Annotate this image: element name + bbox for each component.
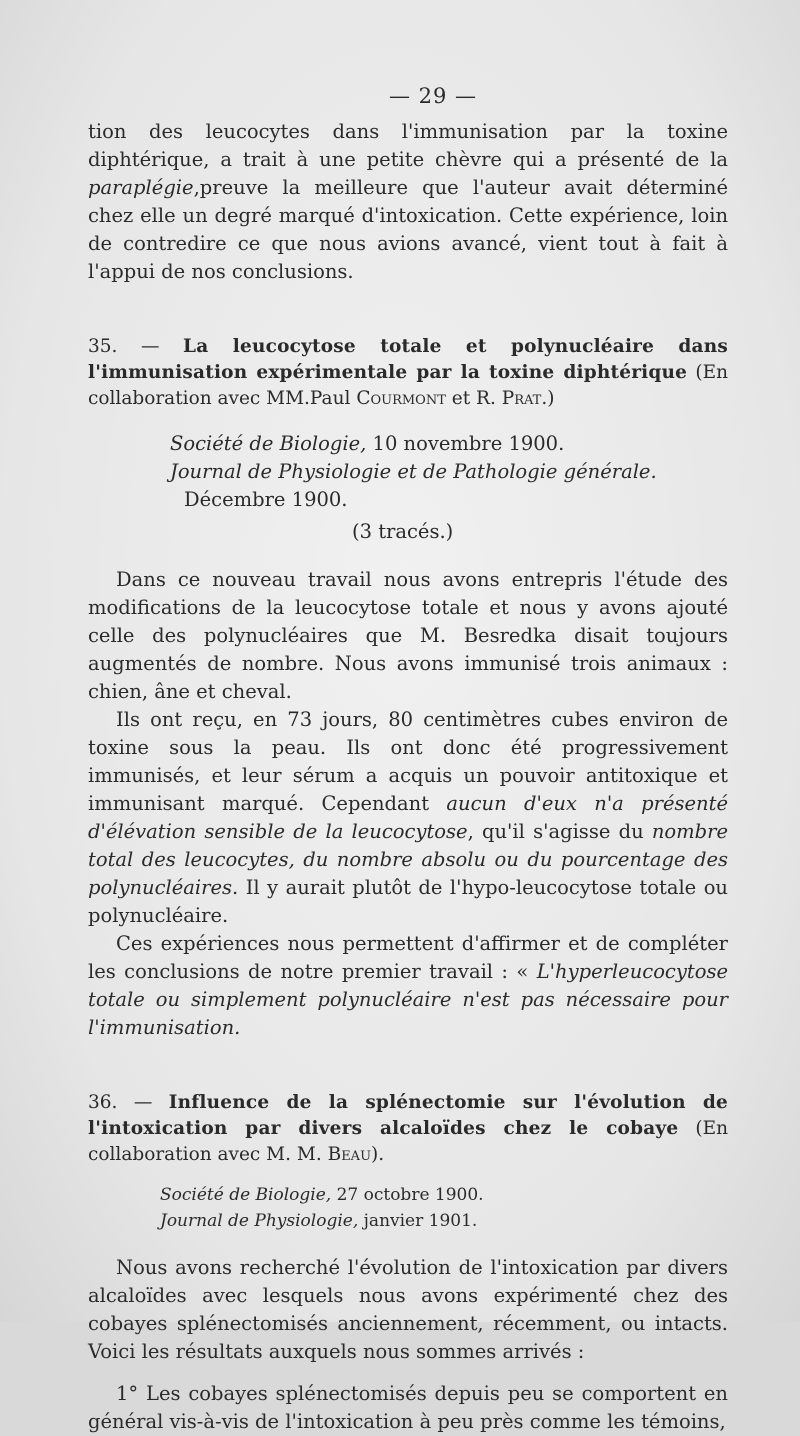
entry-36-number: 36. —: [88, 1092, 153, 1113]
entry-35-author-2: Prat: [501, 388, 542, 409]
intro-paragraph: [88, 118, 728, 286]
entry-35-ref-2-date: Décembre 1900.: [184, 488, 348, 511]
entry-35-p2-emphasis-1: aucun d'eux n'a présenté d'élévation sensible de la leucocytose: [88, 792, 728, 843]
entry-36-paragraph-2: 1° Les cobayes splénectomisés depuis peu se comportent en général vis-à-vis de l'intoxication à peu près comme les témoins,: [88, 1382, 728, 1433]
entry-36-title: Influence de la splénectomie sur l'évolution de l'intoxication par divers alcaloïdes chez le cobaye: [88, 1092, 728, 1139]
entry-35-ref-2-journal: Journal de Physiologie et de Pathologie générale.: [170, 460, 657, 483]
entry-36-author-1: Beau: [327, 1144, 372, 1165]
page-number: — 29 —: [388, 84, 478, 108]
entry-36-ref-1-date: 27 octobre 1900.: [336, 1185, 484, 1205]
entry-35-ref-1: [170, 430, 728, 458]
entry-35-ref-1-journal: Société de Biologie,: [170, 432, 367, 455]
entry-36-paragraph-1: Nous avons recherché l'évolution de l'intoxication par divers alcaloïdes avec lesquels nous avons expérimenté chez des cobayes splénectomisés anciennement, récemment, ou intacts. Voici les résultats auxquels nous sommes arrivés :: [88, 1256, 728, 1363]
entry-35-p3-emphasis: L'hyperleucocytose totale ou simplement polynucléaire n'est pas nécessaire pour l'immunisation.: [88, 960, 728, 1039]
entry-35-heading: [88, 334, 728, 412]
entry-35-p2-text-1: Ils ont reçu, en 73 jours, 80 centimètres cubes environ de toxine sous la peau. Ils ont donc été progressivement immunisés, et leur sérum a acquis un pouvoir antitoxique et immunisant marqué. Cependant: [88, 708, 728, 815]
intro-emphasis: paraplégie: [88, 176, 194, 199]
entry-35-p2-text-2: , qu'il s'agisse du: [467, 820, 652, 843]
entry-36-ref-2: [160, 1208, 728, 1234]
entry-35-author-1: Courmont: [356, 388, 446, 409]
entry-35-collab-prefix: (En collaboration avec MM.Paul: [88, 362, 728, 409]
entry-35-p2-emphasis-2: nombre total des leucocytes, du nombre absolu ou du pourcentage des polynucléaires: [88, 820, 728, 899]
entry-36-ref-2-journal: Journal de Physiologie,: [160, 1211, 359, 1231]
intro-text-1: tion des leucocytes dans l'immunisation par la toxine diphtérique, a trait à une petite chèvre qui a présenté de la: [88, 120, 728, 171]
entry-35-close: .): [541, 388, 555, 409]
entry-36-ref-1-journal: Société de Biologie,: [160, 1185, 332, 1205]
entry-35-ref-2: [170, 458, 728, 486]
entry-36-references: [160, 1182, 728, 1234]
intro-text-2: ,preuve la meilleure que l'auteur avait déterminé chez elle un degré marqué d'intoxication. Cette expérience, loin de contredire ce que nous avions avancé, vient tout à fait à l'appui de nos conclusions.: [88, 176, 728, 283]
entry-35-figures: (3 tracés.): [352, 520, 454, 543]
entry-36-collab-prefix: (En collaboration avec M. M.: [88, 1118, 728, 1165]
entry-36-ref-1: [160, 1182, 728, 1208]
entry-35-and: et R.: [451, 388, 496, 409]
entry-36-heading: [88, 1090, 728, 1168]
entry-35-references: [170, 430, 728, 546]
entry-35-paragraph-2: [88, 706, 728, 930]
entry-35-title: La leucocytose totale et polynucléaire dans l'immunisation expérimentale par la toxine diphtérique: [88, 336, 728, 383]
entry-35-paragraph-1: Dans ce nouveau travail nous avons entrepris l'étude des modifications de la leucocytose totale et nous y avons ajouté celle des polynucléaires que M. Besredka disait toujours augmentés de nombre. Nous avons immunisé trois animaux : chien, âne et cheval.: [88, 568, 728, 703]
entry-35-paragraph-3: [88, 930, 728, 1042]
entry-35-number: 35. —: [88, 336, 160, 357]
entry-35-p3-text: Ces expériences nous permettent d'affirmer et de compléter les conclusions de notre premier travail : «: [88, 932, 728, 983]
entry-35-ref-1-date: 10 novembre 1900.: [372, 432, 565, 455]
page-content: [88, 84, 728, 1436]
entry-36-ref-2-date: janvier 1901.: [363, 1211, 478, 1231]
entry-36-close: ).: [371, 1144, 385, 1165]
entry-35-p2-text-3: . Il y aurait plutôt de l'hypo-leucocytose totale ou polynucléaire.: [88, 876, 728, 927]
